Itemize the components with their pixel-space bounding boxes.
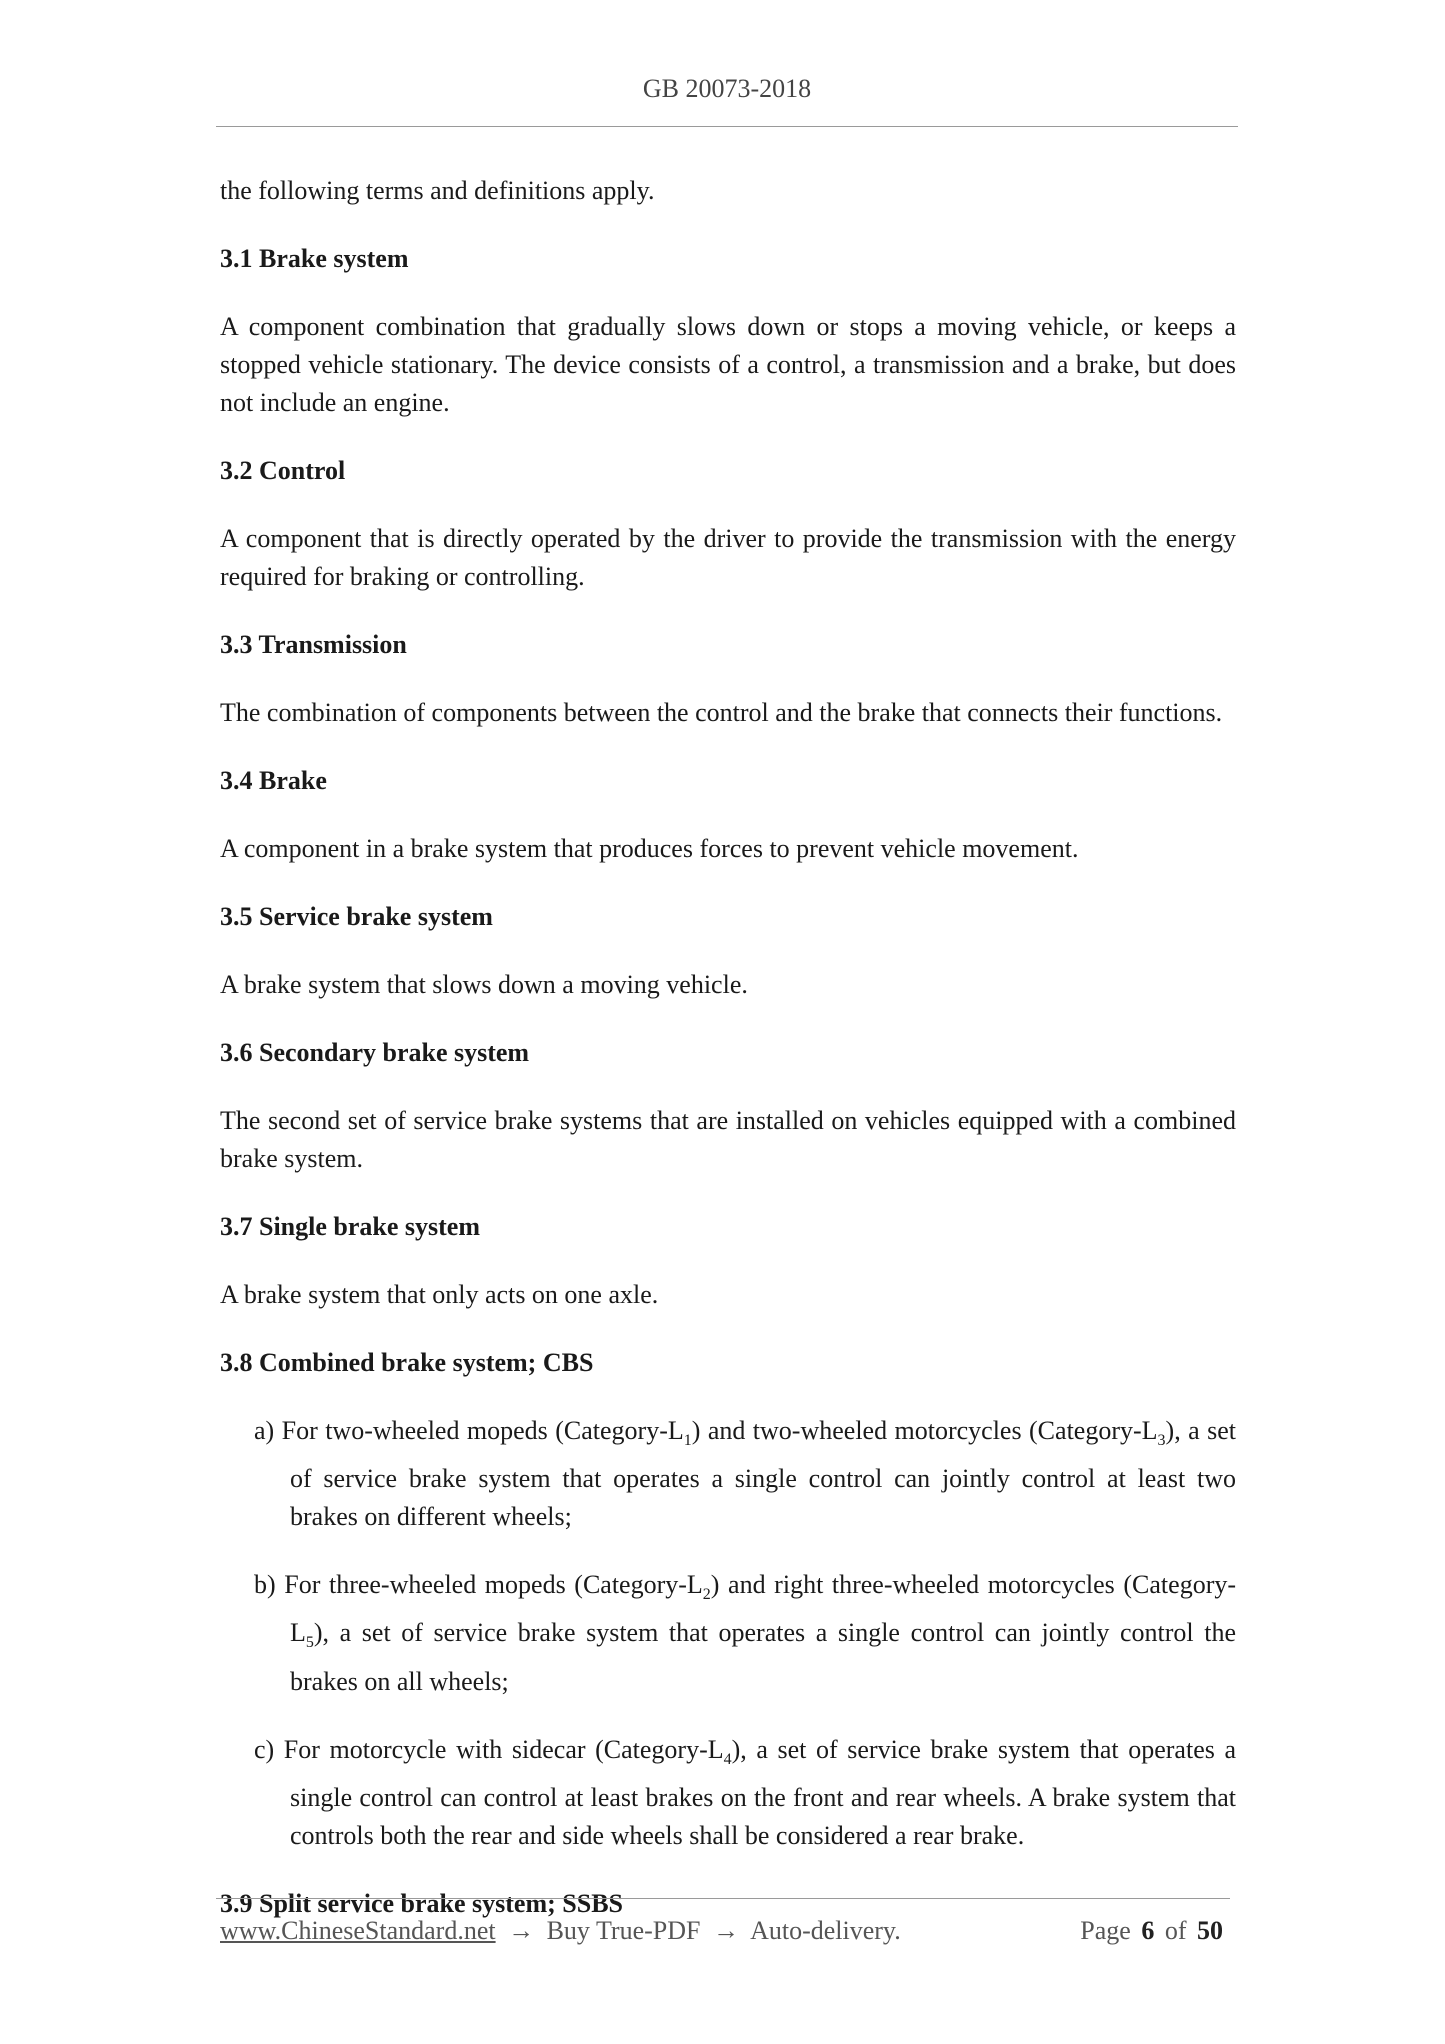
section-heading-3-6: 3.6 Secondary brake system [220,1038,530,1067]
section-text-3-2: A component that is directly operated by the driver to provide the transmission with the energy required for braking or controlling. [220,524,1236,591]
cbs-list [220,1412,1236,1855]
section-heading-3-3: 3.3 Transmission [220,630,407,659]
total-pages: 50 [1197,1916,1223,1945]
section-text-3-5: A brake system that slows down a moving vehicle. [220,970,748,999]
section-heading-3-8: 3.8 Combined brake system; CBS [220,1348,594,1377]
intro-text: the following terms and definitions apply. [220,176,655,205]
section-heading-3-9: 3.9 Split service brake system; SSBS [220,1888,623,1918]
buy-true-pdf-text: Buy True-PDF [546,1916,701,1945]
section-text-3-3: The combination of components between the control and the brake that connects their functions. [220,698,1223,727]
section-text-3-6: The second set of service brake systems that are installed on vehicles equipped with a combined brake system. [220,1106,1236,1173]
page-number: Page 6 of 50 [1080,1916,1223,1945]
auto-delivery-text: Auto-delivery. [750,1916,901,1945]
section-text-3-7: A brake system that only acts on one axle. [220,1280,659,1309]
list-item: c) For motorcycle with sidecar $(Category-L_4)$, a set of service brake system that operates a single control can control at least brakes on the front and rear wheels. A brake system that controls both the rear and side wheels shall be considered a rear brake. [254,1734,1236,1850]
header-divider [216,126,1238,127]
footer-divider [216,1898,1230,1899]
current-page: 6 [1141,1916,1155,1945]
section-heading-3-4: 3.4 Brake [220,766,327,795]
list-item: b) For three-wheeled mopeds $(Category-L_2)$ and right three-wheeled motorcycles $(Category-L_5)$, a set of service brake system that operates a single control can jointly control the brakes on all wheels; [254,1570,1237,1696]
section-heading-3-1: 3.1 Brake system [220,244,409,273]
section-heading-3-7: 3.7 Single brake system [220,1212,480,1241]
arrow-right-icon: → [713,1916,739,1945]
section-heading-3-5: 3.5 Service brake system [220,902,493,931]
arrow-right-icon: → [508,1916,535,1945]
section-text-3-4: A component in a brake system that produces forces to prevent vehicle movement. [220,834,1079,863]
section-text-3-1: A component combination that gradually slows down or stops a moving vehicle, or keeps a stopped vehicle stationary. The device consists of a control, a transmission and a brake, but does not include an engine. [220,312,1236,417]
document-id-header: GB 20073-2018 [642,74,812,103]
list-item: a) For two-wheeled mopeds $(Category-L_1)$ and two-wheeled motorcycles $(Category-L_3)$, a set of service brake system that operates a single control can jointly control at least two brakes on different wheels; [254,1416,1236,1532]
website-link[interactable]: www.ChineseStandard.net [220,1916,496,1945]
section-heading-3-2: 3.2 Control [220,456,346,485]
footer-links [220,1916,901,1946]
document-body [220,172,1236,1953]
